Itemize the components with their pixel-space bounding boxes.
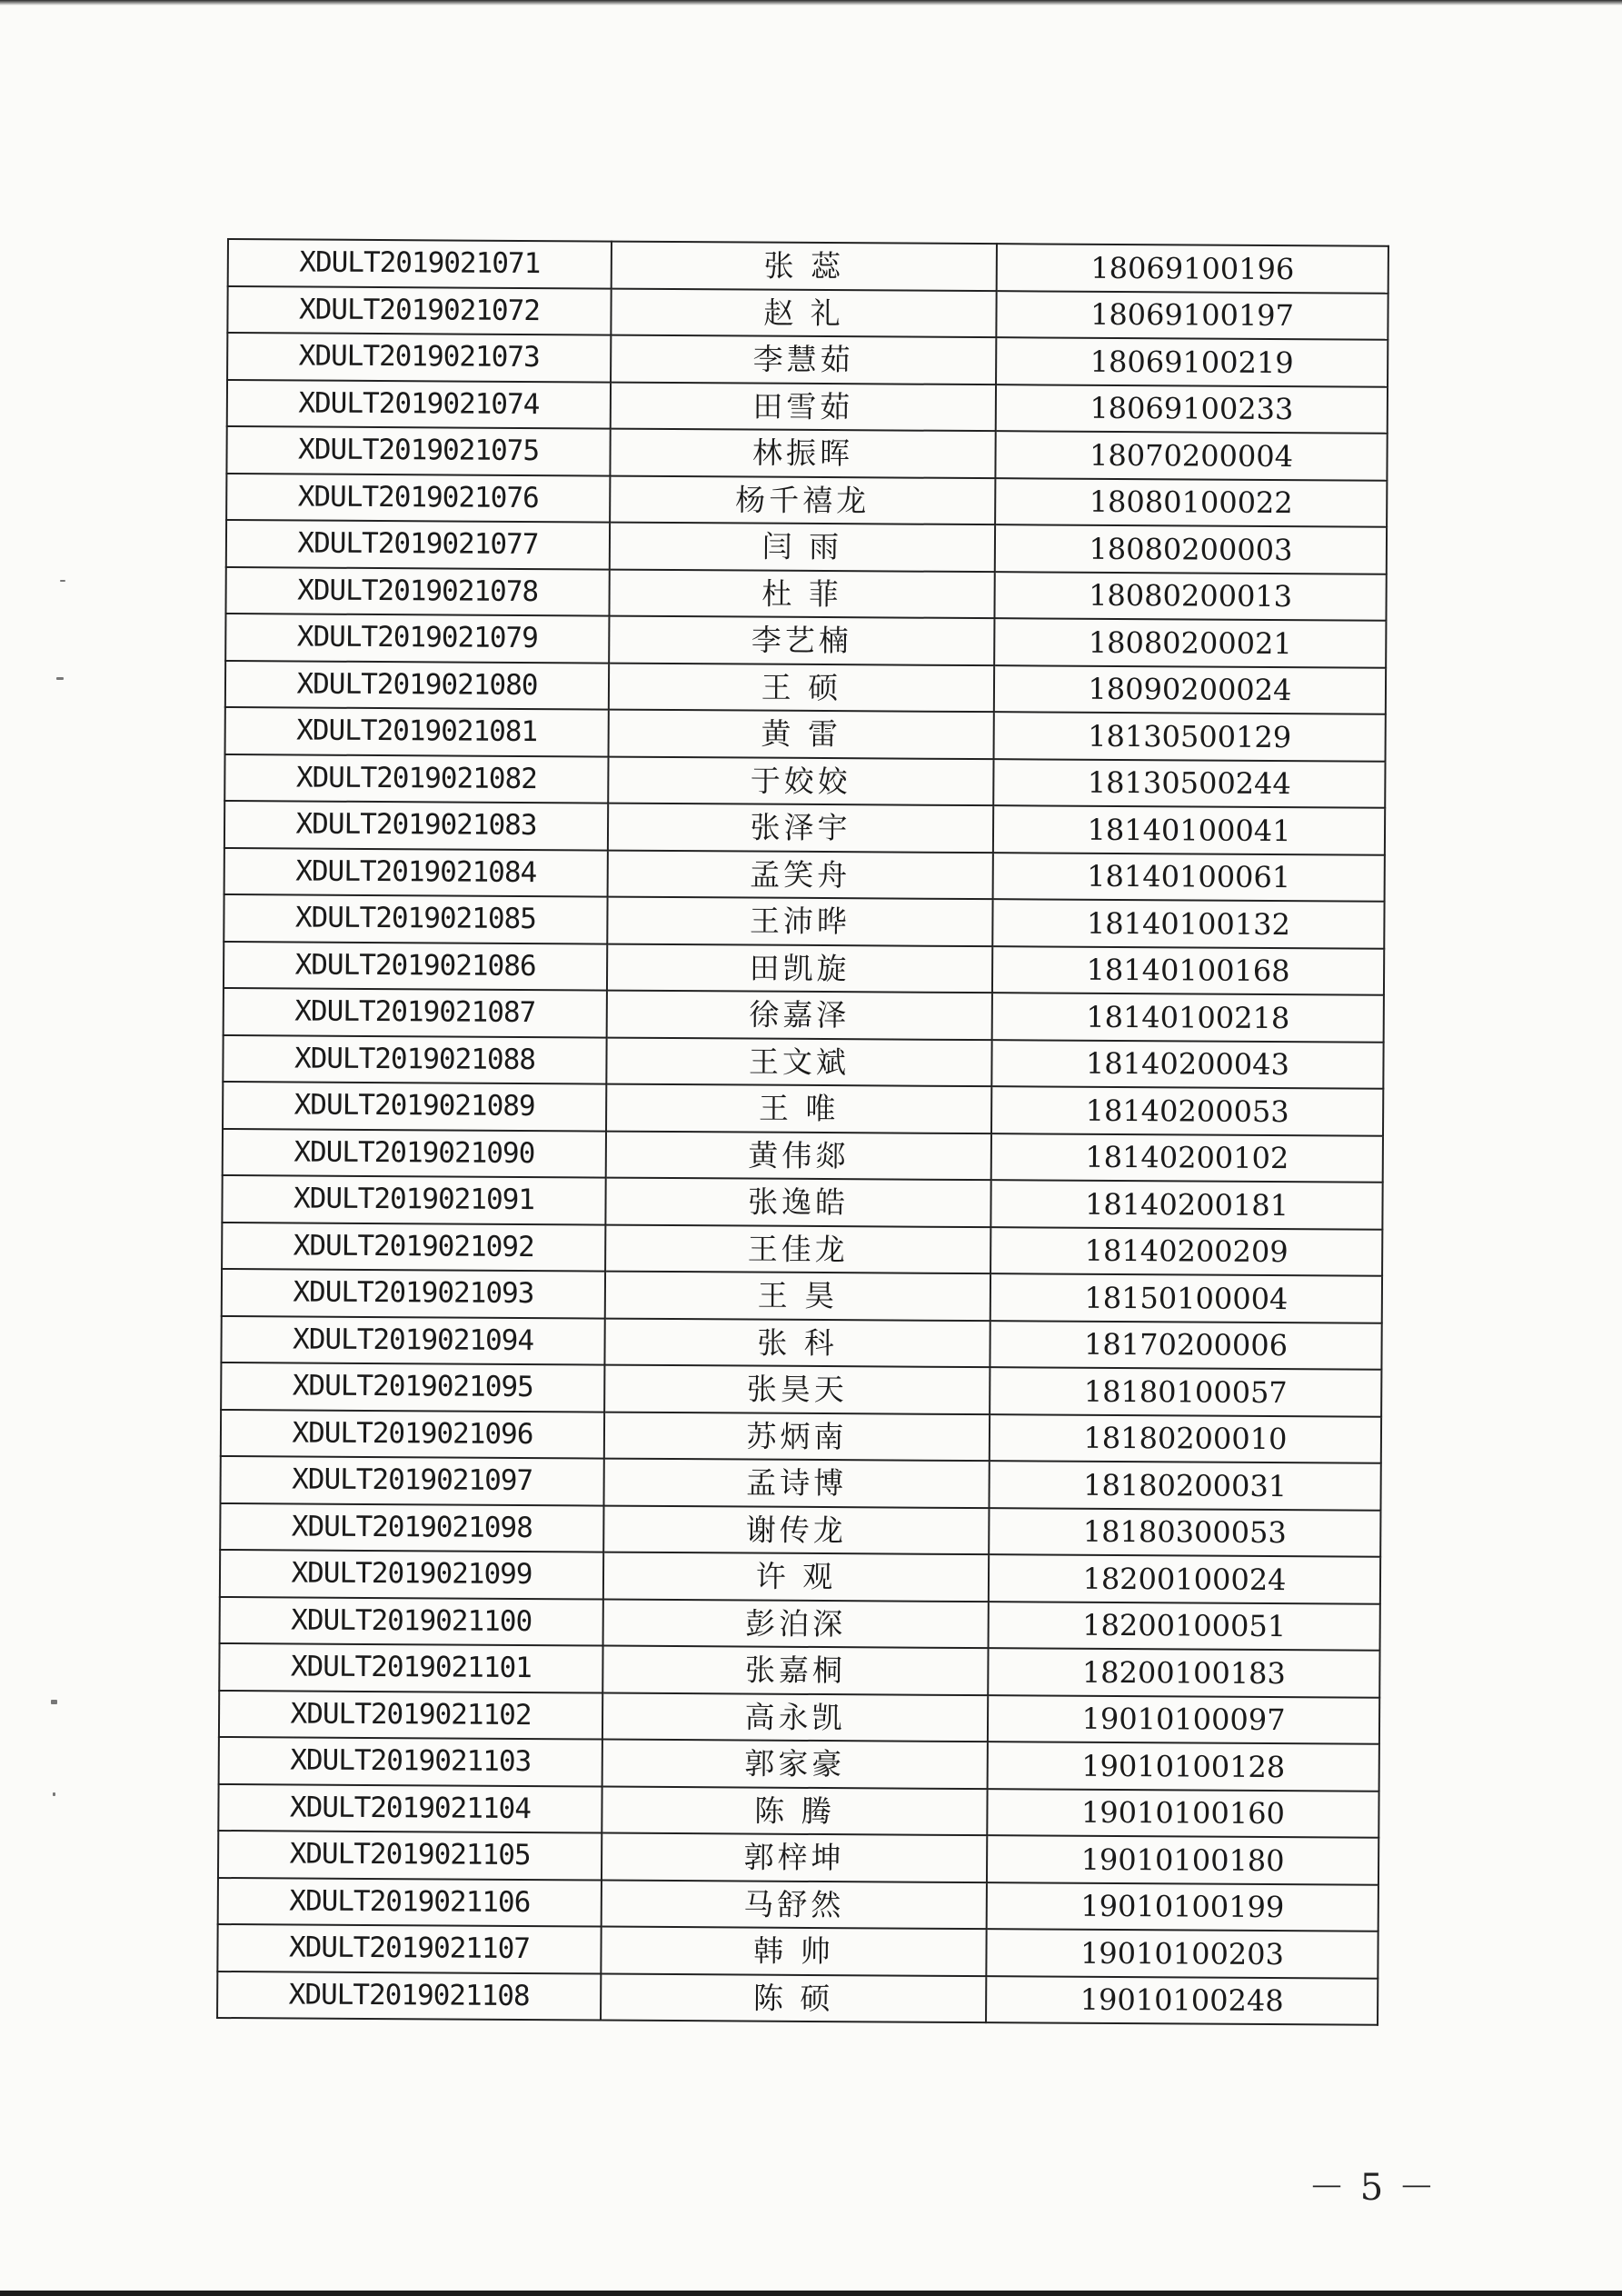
student-number-cell: 18070200004	[995, 431, 1387, 480]
student-name-cell: 林振晖	[610, 429, 995, 478]
student-name-cell: 马舒然	[602, 1880, 987, 1929]
registration-id-cell: XDULT2019021084	[224, 847, 608, 896]
registration-id-cell: XDULT2019021077	[226, 520, 610, 569]
student-number-cell: 19010100203	[986, 1929, 1378, 1978]
student-name-cell: 王 硕	[609, 663, 994, 712]
scan-speck	[51, 1700, 57, 1704]
student-name-cell: 陈 硕	[601, 1973, 986, 2022]
table-row	[220, 1550, 1380, 1603]
registration-id-cell: XDULT2019021075	[226, 426, 610, 475]
table-row	[219, 1643, 1379, 1697]
student-number-cell: 18200100024	[989, 1554, 1380, 1603]
registration-id-cell: XDULT2019021107	[217, 1924, 601, 1973]
table-row	[226, 426, 1387, 480]
registration-id-cell: XDULT2019021108	[217, 1971, 601, 2020]
student-name-cell: 陈 腾	[602, 1786, 987, 1835]
table-row	[227, 286, 1388, 340]
scan-top-edge	[0, 0, 1622, 5]
table-row	[218, 1783, 1378, 1837]
student-name-cell: 苏炳南	[604, 1412, 990, 1461]
table-row	[226, 520, 1387, 574]
table-row	[222, 1175, 1382, 1229]
registration-id-cell: XDULT2019021080	[225, 660, 609, 709]
registration-id-cell: XDULT2019021086	[224, 941, 607, 990]
student-name-cell: 彭泊深	[603, 1599, 989, 1648]
student-number-cell: 18180200031	[989, 1461, 1380, 1510]
registration-id-cell: XDULT2019021102	[219, 1690, 602, 1739]
student-name-cell: 孟诗博	[603, 1459, 989, 1508]
registration-id-cell: XDULT2019021081	[225, 707, 609, 756]
student-number-cell: 18140100061	[993, 853, 1385, 902]
table-row	[220, 1502, 1380, 1556]
table-row	[221, 1315, 1381, 1369]
registration-id-cell: XDULT2019021071	[228, 239, 612, 288]
student-name-cell: 王 唯	[606, 1084, 991, 1133]
registration-id-cell: XDULT2019021082	[224, 754, 608, 803]
registration-id-cell: XDULT2019021089	[223, 1082, 606, 1131]
registration-id-cell: XDULT2019021092	[222, 1222, 605, 1271]
student-number-cell: 18069100197	[996, 291, 1388, 340]
student-name-cell: 郭梓坤	[602, 1833, 987, 1882]
registration-id-cell: XDULT2019021094	[221, 1315, 604, 1364]
registration-id-cell: XDULT2019021072	[227, 286, 611, 335]
registration-id-cell: XDULT2019021100	[220, 1596, 603, 1645]
student-name-cell: 谢传龙	[603, 1505, 989, 1554]
registration-id-cell: XDULT2019021085	[224, 894, 607, 943]
student-name-cell: 王文斌	[606, 1037, 991, 1086]
table-row	[224, 847, 1385, 901]
student-name-cell: 张 科	[604, 1318, 990, 1367]
table-row	[220, 1596, 1380, 1650]
student-number-cell: 18140100168	[992, 946, 1384, 995]
registration-id-cell: XDULT2019021078	[225, 566, 609, 615]
student-name-cell: 田凯旋	[607, 943, 992, 993]
table-row	[222, 1269, 1382, 1323]
student-name-cell: 郭家豪	[602, 1740, 988, 1789]
registration-id-cell: XDULT2019021073	[227, 333, 611, 382]
table-row	[219, 1690, 1379, 1743]
student-number-cell: 18080200021	[994, 618, 1386, 667]
student-number-cell: 18080200003	[995, 524, 1387, 574]
student-name-cell: 张 蕊	[612, 242, 997, 291]
table-row	[218, 1877, 1378, 1931]
registration-id-cell: XDULT2019021074	[227, 380, 611, 429]
student-number-cell: 18140200102	[991, 1133, 1383, 1183]
student-name-cell: 杨千禧龙	[610, 475, 995, 524]
student-name-cell: 王佳龙	[605, 1224, 990, 1273]
scan-speck	[53, 1792, 55, 1796]
student-number-cell: 18140200181	[990, 1180, 1382, 1229]
student-name-cell: 李艺楠	[609, 616, 994, 665]
table-row	[225, 707, 1386, 761]
student-number-cell: 18150100004	[990, 1273, 1382, 1323]
student-number-cell: 18200100051	[989, 1602, 1380, 1651]
student-name-cell: 徐嘉泽	[607, 991, 992, 1040]
page-number: － 5 －	[1309, 2167, 1437, 2209]
table-row	[218, 1831, 1378, 1884]
table-row	[227, 333, 1388, 386]
student-name-cell: 高永凯	[602, 1692, 988, 1742]
table-row	[217, 1924, 1378, 1978]
student-number-cell: 18069100219	[996, 337, 1388, 386]
table-row	[224, 801, 1385, 854]
table-row	[221, 1363, 1381, 1416]
student-number-cell: 19010100199	[987, 1882, 1378, 1932]
student-number-cell: 18140100132	[992, 899, 1384, 948]
table-row	[226, 474, 1387, 527]
registration-id-cell: XDULT2019021098	[220, 1502, 603, 1552]
student-name-cell: 韩 帅	[601, 1927, 986, 1976]
student-name-cell: 王 昊	[605, 1272, 990, 1321]
registration-id-cell: XDULT2019021106	[218, 1877, 602, 1926]
student-name-cell: 赵 礼	[611, 288, 996, 337]
student-name-cell: 闫 雨	[610, 523, 995, 572]
table-row	[221, 1409, 1381, 1462]
student-list-table	[216, 238, 1389, 2026]
student-name-cell: 张嘉桐	[602, 1646, 988, 1695]
student-number-cell: 18090200024	[994, 665, 1386, 714]
table-row	[223, 1034, 1383, 1088]
student-number-cell: 19010100248	[986, 1976, 1378, 2025]
registration-id-cell: XDULT2019021088	[223, 1034, 606, 1083]
registration-id-cell: XDULT2019021103	[219, 1737, 602, 1786]
scan-speck	[56, 677, 64, 680]
student-number-cell: 18140200043	[991, 1040, 1383, 1089]
student-number-cell: 18069100233	[996, 384, 1388, 434]
registration-id-cell: XDULT2019021099	[220, 1550, 603, 1599]
table-row	[222, 1222, 1382, 1275]
student-number-cell: 18140100218	[992, 993, 1384, 1042]
student-number-cell: 18069100196	[997, 244, 1388, 293]
student-number-cell: 18200100183	[988, 1648, 1379, 1697]
table-row	[225, 660, 1386, 714]
student-number-cell: 18170200006	[990, 1321, 1381, 1370]
registration-id-cell: XDULT2019021095	[221, 1363, 604, 1412]
registration-id-cell: XDULT2019021076	[226, 474, 610, 523]
registration-id-cell: XDULT2019021090	[223, 1128, 606, 1177]
registration-id-cell: XDULT2019021083	[224, 801, 608, 850]
table-row	[223, 1082, 1383, 1135]
table-row	[225, 566, 1386, 620]
student-name-cell: 田雪茹	[611, 382, 996, 431]
student-name-cell: 孟笑舟	[608, 850, 993, 899]
table-row	[228, 239, 1388, 293]
student-name-cell: 张泽宇	[608, 804, 993, 853]
table-row	[217, 1971, 1378, 2024]
student-number-cell: 18130500129	[994, 712, 1386, 761]
table-row	[219, 1737, 1379, 1791]
student-name-cell: 李慧茹	[611, 335, 996, 384]
student-number-cell: 18140200209	[990, 1227, 1382, 1276]
student-number-cell: 19010100180	[987, 1835, 1378, 1884]
student-number-cell: 18080200013	[994, 572, 1386, 621]
student-number-cell: 18180200010	[990, 1414, 1381, 1463]
scan-bottom-edge	[0, 2291, 1622, 2296]
table-row	[220, 1456, 1380, 1510]
student-name-cell: 张昊天	[604, 1365, 990, 1414]
registration-id-cell: XDULT2019021091	[222, 1175, 605, 1224]
table-row	[224, 894, 1384, 948]
registration-id-cell: XDULT2019021104	[218, 1783, 602, 1832]
registration-id-cell: XDULT2019021101	[219, 1643, 602, 1692]
student-name-cell: 张逸皓	[605, 1178, 990, 1227]
student-number-cell: 18180300053	[989, 1508, 1380, 1557]
student-name-cell: 杜 菲	[609, 569, 994, 618]
registration-id-cell: XDULT2019021096	[221, 1409, 604, 1458]
student-number-cell: 19010100160	[987, 1789, 1378, 1838]
student-name-cell: 王沛晔	[607, 897, 992, 946]
scan-speck	[60, 580, 65, 582]
student-name-cell: 许 观	[603, 1552, 989, 1602]
table-body	[217, 239, 1388, 2025]
table-row	[223, 1128, 1383, 1182]
table-row	[224, 941, 1384, 994]
student-number-cell: 19010100128	[988, 1742, 1379, 1791]
registration-id-cell: XDULT2019021093	[222, 1269, 605, 1318]
registration-id-cell: XDULT2019021087	[224, 988, 607, 1037]
student-name-cell: 于姣姣	[608, 756, 993, 805]
student-number-cell: 18130500244	[993, 759, 1385, 808]
table-row	[225, 614, 1386, 667]
student-number-cell: 19010100097	[988, 1695, 1379, 1744]
table-row	[224, 754, 1385, 807]
student-name-cell: 黄 雷	[609, 710, 994, 759]
student-number-cell: 18180100057	[990, 1367, 1381, 1416]
registration-id-cell: XDULT2019021105	[218, 1831, 602, 1880]
student-number-cell: 18140100041	[993, 805, 1385, 854]
student-number-cell: 18140200053	[991, 1086, 1383, 1135]
student-number-cell: 18080100022	[995, 478, 1387, 527]
registration-id-cell: XDULT2019021079	[225, 614, 609, 663]
table-row	[227, 380, 1388, 434]
registration-id-cell: XDULT2019021097	[220, 1456, 603, 1505]
table-row	[224, 988, 1384, 1042]
student-name-cell: 黄伟郯	[606, 1131, 991, 1180]
